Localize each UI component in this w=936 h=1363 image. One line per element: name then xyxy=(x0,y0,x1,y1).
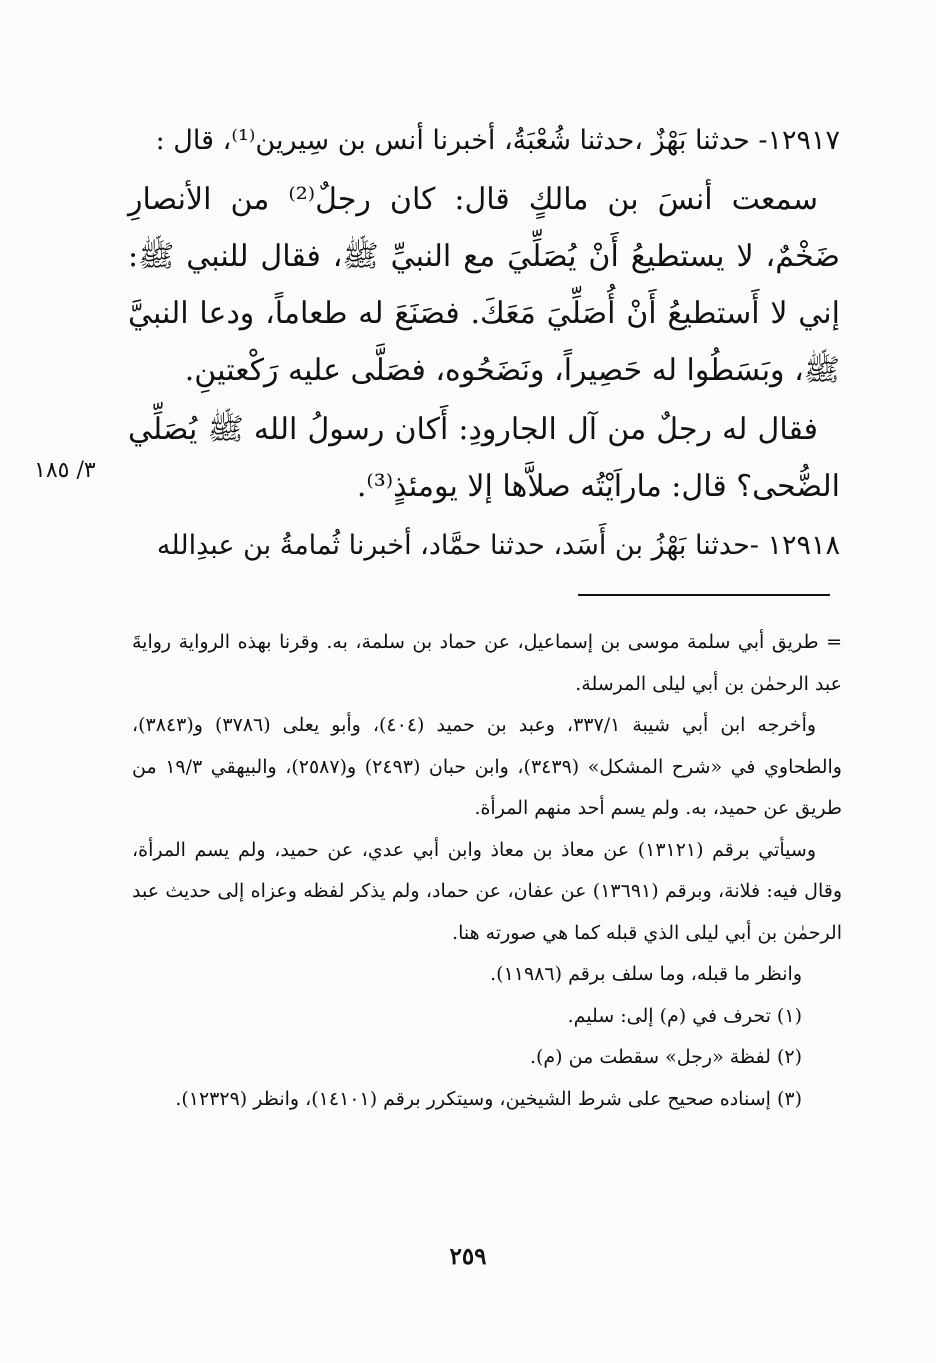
footnote-2: (٢) لفظة «رجل» سقطت من (م). xyxy=(529,1046,802,1068)
margin-volume-page-ref: ٣/ ١٨٥ xyxy=(34,458,96,483)
footnote-continuation: = طريق أبي سلمة موسى بن إسماعيل، عن حماد بن سلمة، به. وقرنا بهذه الرواية روايةَ عبد الرحمٰن بن أبي ليلى المرسلة. xyxy=(132,631,842,695)
hadith-12917-question: فقال له رجلٌ من آل الجارودِ: أَكان رسولُ الله ﷺ يُصَلِّي الضُّحى؟ قال: ماراَيْتُه صلاَّها إلا يومئذٍ⁽³⁾. xyxy=(128,412,840,504)
footnotes xyxy=(132,622,842,1120)
page-number: ٢٥٩ xyxy=(449,1243,487,1270)
hadith-12917-heading: ١٢٩١٧- حدثنا بَهْزٌ ،حدثنا شُعْبَةُ، أخبرنا أنس بن سِيرين⁽¹⁾، قال : xyxy=(155,125,840,156)
footnote-3: (٣) إسناده صحيح على شرط الشيخين، وسيتكرر برقم (١٤١٠١)، وانظر (١٢٣٢٩). xyxy=(175,1087,802,1110)
footnote-see-also: وانظر ما قبله، وما سلف برقم (١١٩٨٦). xyxy=(490,963,802,985)
footnote-takhrij: وأخرجه ابن أبي شيبة ٣٣٧/١، وعبد بن حميد (٤٠٤)، وأبو يعلى (٣٧٨٦) و(٣٨٤٣)، والطحاوي في «شرح المشكل» (٣٤٣٩)، وابن حبان (٢٤٩٣) و(٢٥٨٧)، والبيهقي ١٩/٣ من طريق عن حميد، به. ولم يسم أحد منهم المرأة. xyxy=(132,714,842,819)
footnote-1: (١) تحرف في (م) إلى: سليم. xyxy=(567,1004,802,1027)
hadith-12918-heading: ١٢٩١٨ -حدثنا بَهْزُ بن أَسَد، حدثنا حمَّاد، أخبرنا ثُمامةُ بن عبدِالله xyxy=(156,530,840,561)
footnote-divider xyxy=(578,594,830,596)
hadith-body xyxy=(128,112,840,574)
hadith-12917-text: سمعت أنسَ بن مالكٍ قال: كان رجلٌ⁽²⁾ من الأنصارِ ضَخْمٌ، لا يستطيعُ أَنْ يُصَلِّيَ مع النبيِّ ﷺ، فقال للنبي ﷺ: إني لا أَستطيعُ أَنْ أُصَلِّيَ مَعَكَ. فصَنَعَ له طعاماً، ودعا النبيَّ ﷺ، وبَسَطُوا له حَصِيراً، ونَضَحُوه، فصَلَّى عليه رَكْعتينِ. xyxy=(128,182,840,388)
footnote-cross-ref: وسيأتي برقم (١٣١٢١) عن معاذ بن معاذ وابن أبي عدي، عن حميد، ولم يسم المرأة، وقال فيه: فلانة، وبرقم (١٣٦٩١) عن عفان، عن حماد، ولم يذكر لفظه وعزاه إلى حديث عبد الرحمٰن بن أبي ليلى الذي قبله كما هي صورته هنا. xyxy=(132,838,842,944)
